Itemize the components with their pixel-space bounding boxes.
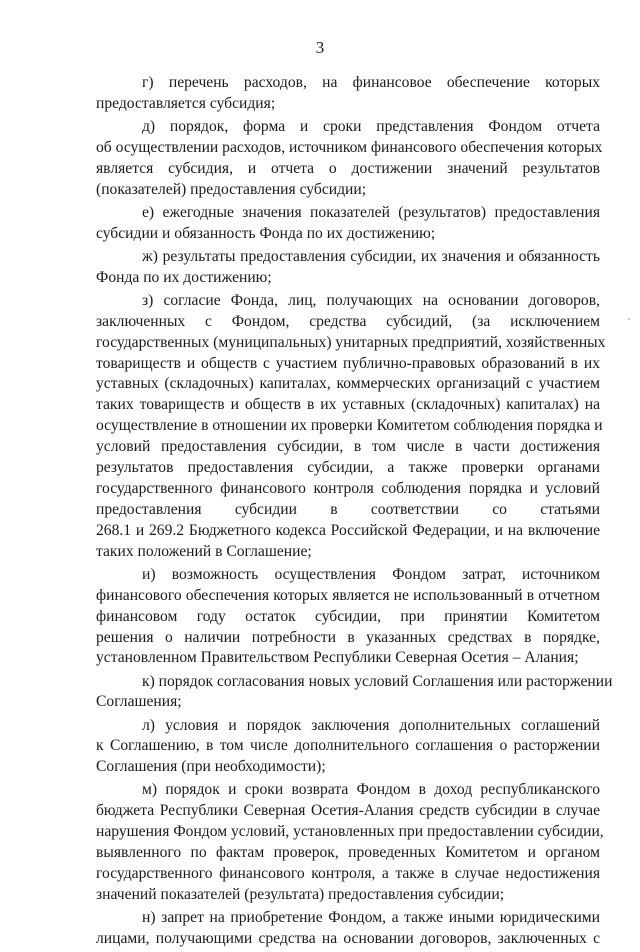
paragraph-line: субсидии и обязанность Фонда по их достижению; (96, 224, 436, 242)
paragraph-line: таких товариществ и обществ в их уставных (складочных) капиталах) на (96, 396, 600, 414)
paragraph-line: государственного финансового контроля, а также в случае недостижения (96, 865, 600, 883)
paragraph-line: к) порядок согласования новых условий Соглашения или расторжении (142, 672, 613, 690)
paragraph-line: (показателей) предоставления субсидии; (96, 180, 367, 198)
paragraph-line: м) порядок и сроки возврата Фондом в доход республиканского (142, 781, 600, 799)
paragraph-line: г) перечень расходов, на финансовое обеспечение которых (142, 74, 600, 91)
paragraph-line: 268.1 и 269.2 Бюджетного кодекса Российской Федерации, и на включение (96, 521, 600, 539)
paragraph-k (96, 672, 613, 714)
paragraph-line: уставных (складочных) капиталах, коммерческих организаций с участием (96, 375, 600, 393)
paragraph-line: осуществление в отношении их проверки Комитетом соблюдения порядка и (96, 417, 603, 435)
paragraph-line: Фонда по их достижению; (96, 268, 272, 286)
paragraph-line: Соглашения; (96, 693, 182, 711)
page-number: 3 (315, 38, 325, 57)
scan-speck (628, 318, 630, 320)
paragraph-line: ж) результаты предоставления субсидии, их значения и обязанность (142, 247, 600, 265)
paragraph-line: н) запрет на приобретение Фондом, а также иными юридическими (142, 909, 600, 927)
paragraph-line: з) согласие Фонда, лиц, получающих на основании договоров, (142, 291, 600, 309)
paragraph-line: государственного финансового контроля соблюдения порядка и условий (96, 479, 600, 497)
paragraph-line: заключенных с Фондом, средства субсидий, (за исключением (96, 312, 600, 330)
paragraph-z (96, 291, 606, 563)
paragraph-line: об осуществлении расходов, источником финансового обеспечения которых (96, 138, 603, 156)
document-body (96, 73, 613, 952)
paragraph-line: л) условия и порядок заключения дополнительных соглашений (142, 716, 600, 734)
paragraph-line: бюджета Республики Северная Осетия-Алания средств субсидии в случае (96, 802, 600, 820)
paragraph-line: товариществ и обществ с участием публично-правовых образований в их (96, 354, 600, 372)
paragraph-m (96, 780, 604, 905)
paragraph-line: лицами, получающими средства на основании договоров, заключенных с (96, 929, 600, 947)
paragraph-line: выявленного по фактам проверок, проведенных Комитетом и органом (96, 844, 600, 862)
paragraph-line: условий предоставления субсидии, в том числе в части достижения (96, 438, 600, 456)
paragraph-line: является субсидия, и отчета о достижении значений результатов (96, 159, 600, 177)
paragraph-i (96, 565, 600, 670)
paragraph-zh (96, 247, 600, 289)
paragraph-g (96, 73, 600, 115)
paragraph-line: е) ежегодные значения показателей (результатов) предоставления (142, 203, 600, 221)
paragraph-n (96, 908, 600, 950)
paragraph-line: таких положений в Соглашение; (96, 542, 312, 560)
paragraph-e (96, 203, 600, 245)
paragraph-line: финансового обеспечения которых является не использованный в отчетном (96, 586, 600, 604)
paragraph-line: Соглашения (при необходимости); (96, 758, 326, 776)
paragraph-line: к Соглашению, в том числе дополнительного соглашения о расторжении (96, 737, 600, 755)
paragraph-line: государственных (муниципальных) унитарных предприятий, хозяйственных (96, 333, 606, 351)
paragraph-line: предоставления субсидии в соответствии со статьями (96, 500, 600, 518)
paragraph-line: и) возможность осуществления Фондом затрат, источником (142, 565, 600, 583)
paragraph-line: решения о наличии потребности в указанных средствах в порядке, (96, 628, 600, 646)
paragraph-line: значений показателей (результата) предоставления субсидии; (96, 885, 505, 903)
paragraph-line: установленном Правительством Республики Северная Осетия – Алания; (96, 649, 579, 667)
paragraph-line: нарушения Фондом условий, установленных при предоставлении субсидии, (96, 823, 604, 841)
paragraph-line: финансовом году остаток субсидии, при принятии Комитетом (96, 607, 600, 625)
paragraph-line: результатов предоставления субсидии, а также проверки органами (96, 459, 600, 477)
paragraph-line: предоставляется субсидия; (96, 94, 276, 112)
paragraph-line: д) порядок, форма и сроки представления Фондом отчета (142, 118, 600, 135)
paragraph-l (96, 716, 600, 779)
paragraph-d (96, 117, 603, 201)
